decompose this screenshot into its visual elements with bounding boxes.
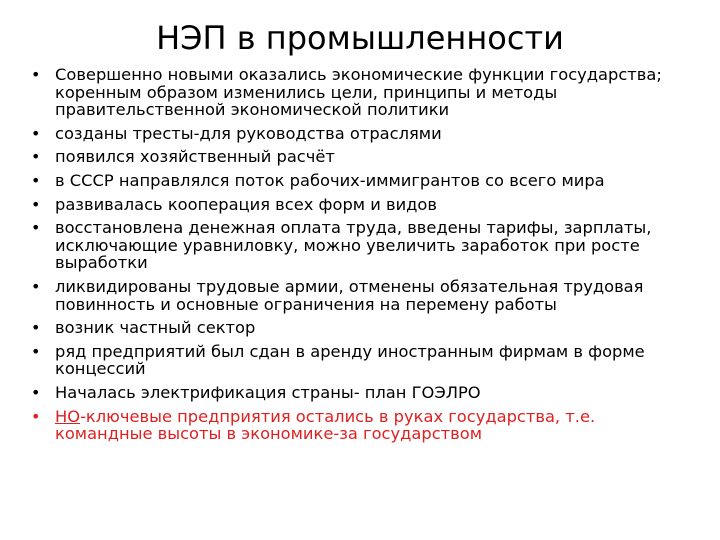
bullet-item: [30, 172, 690, 190]
bullet-icon: •: [31, 406, 41, 426]
bullet-item: [30, 196, 690, 214]
bullet-text: Совершенно новыми оказались экономические функции государства; коренным образом изменились цели, принципы и методы правительственной экономической политики: [55, 65, 662, 120]
bullet-icon: •: [31, 318, 41, 338]
bullet-text: в СССР направлялся поток рабочих-иммигрантов со всего мира: [55, 170, 605, 190]
bullet-lead-underlined: НО: [55, 406, 81, 426]
bullet-text: возник частный сектор: [55, 318, 256, 338]
bullet-item: [30, 343, 690, 378]
bullet-icon: •: [31, 218, 41, 238]
bullet-icon: •: [31, 65, 41, 84]
bullet-text: развивалась кооперация всех форм и видов: [55, 194, 437, 214]
bullet-item: [30, 319, 690, 337]
bullet-text: ряд предприятий был сдан в аренду иностранным фирмам в форме концессий: [55, 341, 645, 379]
bullet-item: [30, 125, 690, 143]
bullet-text: -ключевые предприятия остались в руках государства, т.е. командные высоты в экономике-за государством: [55, 406, 596, 444]
bullet-item: [30, 278, 690, 313]
bullet-icon: •: [31, 170, 41, 190]
bullet-icon: •: [31, 276, 41, 296]
bullet-text: созданы тресты-для руководства отраслями: [55, 123, 442, 143]
bullet-list: [30, 66, 690, 449]
bullet-icon: •: [31, 194, 41, 214]
bullet-item: [30, 219, 690, 272]
slide-title: НЭП в промышленности: [156, 19, 564, 57]
bullet-icon: •: [31, 341, 41, 361]
bullet-icon: •: [31, 382, 41, 402]
bullet-item: [30, 148, 690, 166]
bullet-item: [30, 66, 690, 119]
bullet-text: Началась электрификация страны- план ГОЭЛРО: [55, 382, 481, 402]
bullet-text: появился хозяйственный расчёт: [55, 147, 335, 167]
bullet-item-highlighted: [30, 408, 690, 443]
bullet-text: восстановлена денежная оплата труда, введены тарифы, зарплаты, исключающие уравниловку, можно увеличить заработок при росте выработки: [55, 218, 652, 273]
bullet-icon: •: [31, 123, 41, 143]
bullet-text: ликвидированы трудовые армии, отменены обязательная трудовая повинность и основные ограничения на перемену работы: [55, 276, 644, 314]
bullet-icon: •: [31, 147, 41, 167]
bullet-item: [30, 384, 690, 402]
